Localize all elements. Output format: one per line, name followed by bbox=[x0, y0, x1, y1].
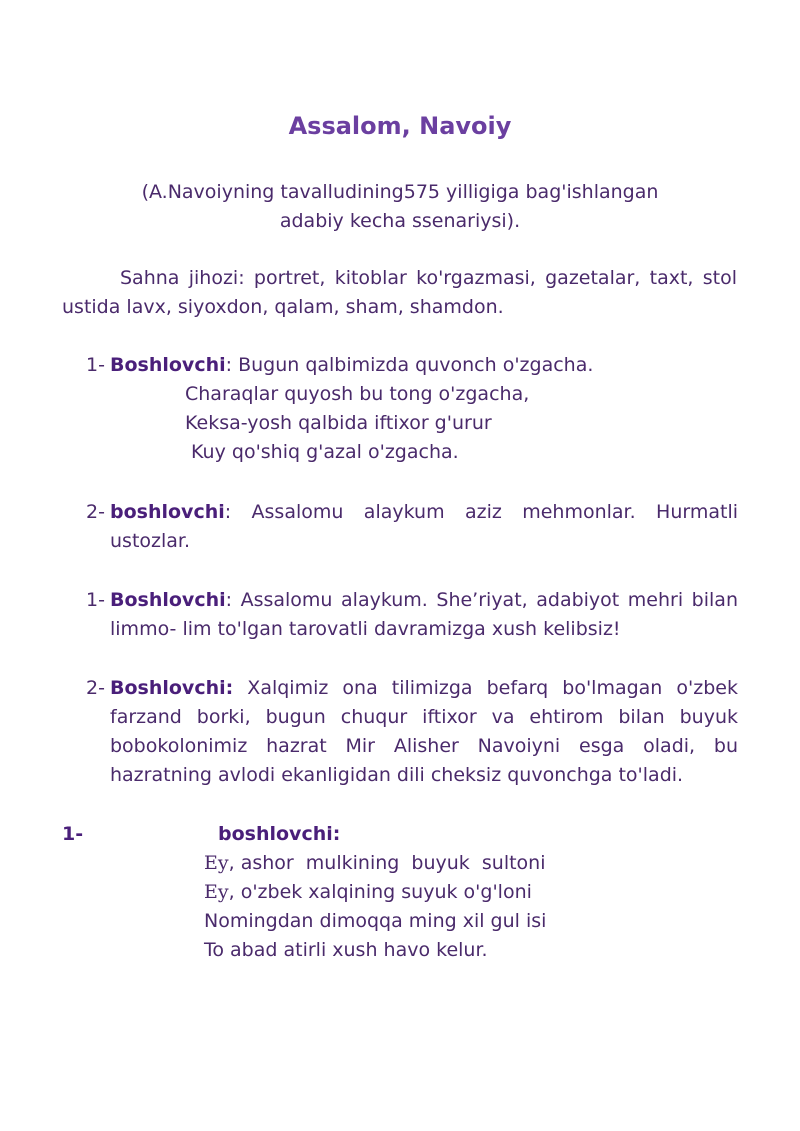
verse-line: Kuy qo'shiq g'azal o'zgacha. bbox=[185, 441, 459, 463]
dialogue-text: : Assalomu alaykum. She’riyat, adabiyot mehri bilan limmo- lim to'lgan tarovatli davramizga xush kelibsiz! bbox=[110, 589, 738, 640]
section-number: 2- bbox=[86, 501, 105, 523]
section-number: 2- bbox=[86, 677, 105, 699]
verse-line: Charaqlar quyosh bu tong o'zgacha, bbox=[185, 383, 530, 405]
verse-line: To abad atirli xush havo kelur. bbox=[204, 939, 488, 961]
verse-line: Keksa-yosh qalbida iftixor g'urur bbox=[185, 412, 492, 434]
speaker-label: boshlovchi: bbox=[218, 823, 341, 845]
speaker-label: Boshlovchi bbox=[110, 354, 226, 376]
document-title: Assalom, Navoiy bbox=[288, 112, 512, 140]
verse-line: Ey, ashor mulkining buyuk sultoni bbox=[204, 852, 546, 874]
dialogue-text: : Bugun qalbimizda quvonch o'zgacha. bbox=[225, 354, 594, 376]
verse-line: Ey, o'zbek xalqining suyuk o'g'loni bbox=[204, 881, 532, 903]
stage-props-text: Sahna jihozi: portret, kitoblar ko'rgazmasi, gazetalar, taxt, stol ustida lavx, siyoxdon, qalam, sham, shamdon. bbox=[62, 267, 737, 318]
section-number: 1- bbox=[62, 823, 84, 845]
dialogue-text: Xalqimiz ona tilimizga befarq bo'lmagan o'zbek farzand borki, bugun chuqur iftixor va ehtirom bilan buyuk bobokolonimiz hazrat Mir Alisher Navoiyni esga oladi, bu hazratning avlodi ekanligidan dili cheksiz quvonchga to'ladi. bbox=[110, 677, 738, 786]
section-number: 1- bbox=[86, 589, 105, 611]
speaker-label: boshlovchi bbox=[110, 501, 225, 523]
section-number: 1- bbox=[86, 354, 105, 376]
stage-props-paragraph bbox=[62, 264, 737, 322]
dialogue-text: : Assalomu alaykum aziz mehmonlar. Hurmatli ustozlar. bbox=[110, 501, 738, 552]
verse-line: Nomingdan dimoqqa ming xil gul isi bbox=[204, 910, 547, 932]
speaker-label: Boshlovchi bbox=[110, 589, 226, 611]
subtitle-line: (A.Navoiyning tavalludining575 yilligiga bag'ishlangan bbox=[141, 181, 659, 203]
subtitle-line: adabiy kecha ssenariysi). bbox=[279, 210, 521, 232]
document-subtitle bbox=[0, 178, 800, 236]
speaker-label: Boshlovchi: bbox=[110, 677, 234, 699]
